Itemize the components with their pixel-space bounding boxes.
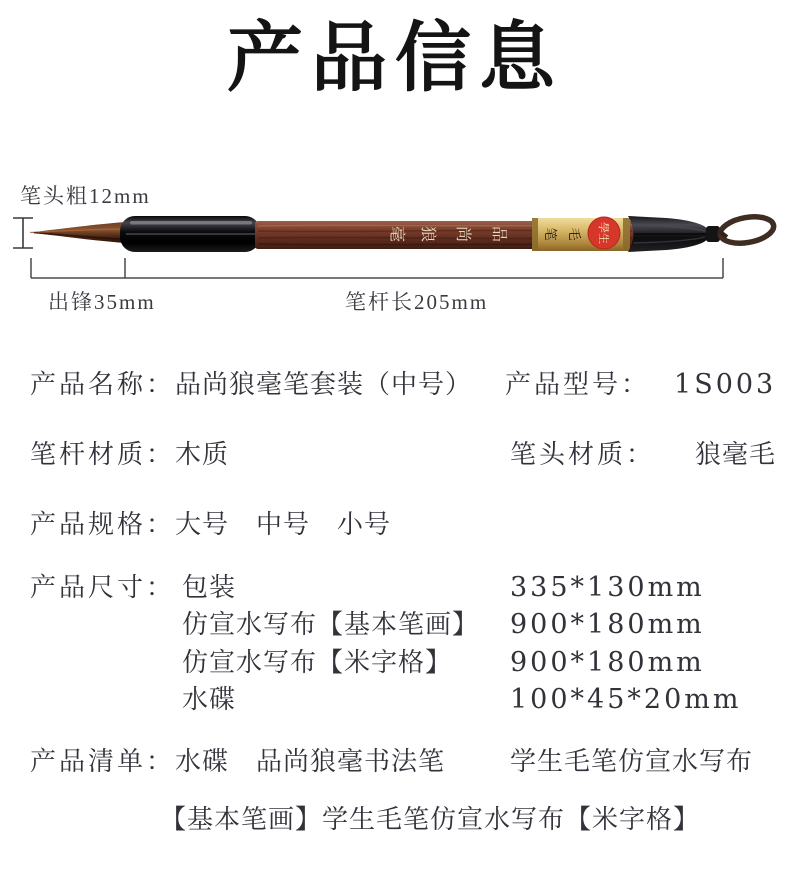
size-item-name: 仿宣水写布【基本笔画】 (182, 610, 480, 639)
product-size-label: 产品尺寸： (30, 573, 176, 602)
head-material-value: 狼毫毛 (695, 440, 777, 469)
product-list-line2: 【基本笔画】学生毛笔仿宣水写布【米字格】 (160, 805, 701, 834)
product-list-row (30, 744, 445, 780)
brush-bristles (30, 222, 127, 243)
gold-band-edge-left (532, 218, 538, 251)
band-char-1: 毛 (567, 227, 582, 241)
handle-engraving-char-3: 狼 (419, 225, 436, 243)
head-material-label: 笔头材质： (510, 440, 656, 469)
seal-text: 學生 (597, 222, 609, 244)
tip-width-gauge (13, 218, 33, 248)
size-item-dim: 900*180mm (510, 647, 705, 678)
page-title: 产品信息 (227, 17, 563, 101)
product-spec-row (30, 507, 391, 543)
product-name-label: 产品名称： (30, 370, 176, 399)
product-name-value: 品尚狼毫笔套装（中号） (175, 370, 473, 399)
product-spec-label: 产品规格： (30, 510, 176, 539)
handle-engraving-char-1: 品 (490, 225, 507, 243)
size-item-dim: 900*180mm (510, 609, 705, 640)
length-measure-bracket (31, 258, 723, 278)
gold-band-edge-right (623, 218, 630, 251)
handle-engraving-char-4: 毫 (388, 225, 405, 243)
tip-width-label: 笔头粗12mm (20, 184, 151, 208)
ferrule-seam (126, 233, 256, 235)
product-list-value-left: 水碟 品尚狼毫书法笔 (175, 747, 446, 776)
size-item-dim: 100*45*20mm (510, 684, 742, 715)
shaft-material-row (30, 437, 229, 473)
band-char-2: 笔 (543, 227, 558, 241)
handle-engraving-char-2: 尚 (454, 225, 471, 243)
shaft-length-label: 笔杆长205mm (345, 290, 489, 314)
product-model-label: 产品型号： (505, 370, 651, 399)
product-model-row (505, 367, 776, 403)
size-item-name: 包装 (182, 573, 237, 602)
head-material-row (510, 437, 776, 473)
product-list-value-right: 学生毛笔仿宣水写布 (510, 747, 754, 776)
tip-length-label: 出锋35mm (48, 290, 156, 314)
size-item-dim: 335*130mm (510, 572, 705, 603)
size-item-name: 水碟 (182, 685, 237, 714)
shaft-material-value: 木质 (175, 440, 230, 469)
ferrule-highlight (130, 221, 252, 225)
product-list-label: 产品清单： (30, 747, 176, 776)
size-item-name: 仿宣水写布【米字格】 (182, 648, 453, 677)
product-model-value: 1S003 (674, 369, 777, 400)
hanging-loop (718, 213, 776, 247)
shaft-material-label: 笔杆材质： (30, 440, 176, 469)
product-name-row (30, 367, 472, 403)
product-spec-value: 大号 中号 小号 (175, 510, 392, 539)
